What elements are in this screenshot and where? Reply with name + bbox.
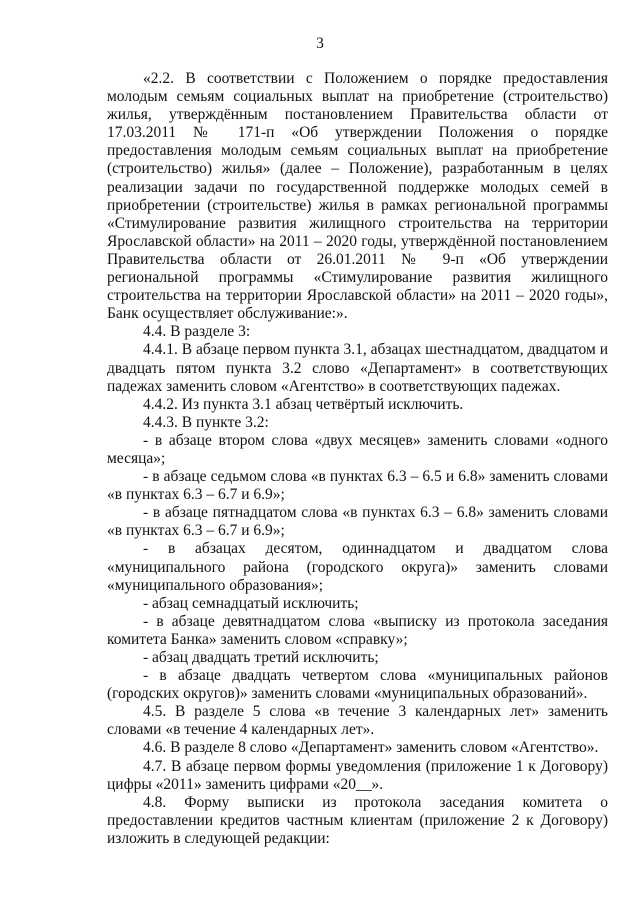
paragraph-4-6: 4.6. В разделе 8 слово «Департамент» заменить словом «Агентство». (143, 739, 599, 757)
paragraph-4-4-3: 4.4.3. В пункте 3.2: (143, 413, 269, 431)
paragraph-4-4-1: 4.4.1. В абзаце первом пункта 3.1, абзацах шестнадцатом, двадцатом и двадцать пятом пункта 3.2 слово «Департамент» в соответствующих падежах заменить словом «Агентство» в соответствующих падежах. (107, 341, 608, 395)
list-item: - абзац двадцать третий исключить; (143, 649, 379, 666)
list-item: - абзац семнадцатый исключить; (143, 594, 359, 612)
list-item: - в абзаце девятнадцатом слова «выписку из протокола заседания комитета Банка» заменить словом «справку»; (107, 612, 608, 648)
list-item: - в абзаце втором слова «двух месяцев» заменить словами «одного месяца»; (107, 431, 608, 467)
list-item: - в абзаце пятнадцатом слова «в пунктах 6.3 – 6.8» заменить словами «в пунктах 6.3 – 6.7 и 6.9»; (107, 504, 608, 540)
list-item: - в абзаце седьмом слова «в пунктах 6.3 – 6.5 и 6.8» заменить словами «в пунктах 6.3 – 6.7 и 6.9»; (107, 468, 608, 504)
paragraph-4-4-2: 4.4.2. Из пункта 3.1 абзац четвёртый исключить. (143, 395, 464, 413)
paragraph-2-2: «2.2. В соответствии с Положением о порядке предоставления молодым семьям социальных выплат на приобретение (строительство) жилья, утверждённым постановлением Правительства области от 17.03.2011 № 171-п «Об утверждении Положения о порядке предоставления молодым семьям социальных выплат на приобретение (строительство) жилья» (далее – Положение), разработанным в целях реализации задачи по государственной поддержке молодых семей в приобретении (строительстве) жилья в рамках региональной программы «Стимулирование развития жилищного строительства на территории Ярославской области» на 2011 – 2020 годы, утверждённой постановлением Правительства области от 26.01.2011 № 9-п «Об утверждении региональной программы «Стимулирование развития жилищного строительства на территории Ярославской области» на 2011 – 2020 годы», Банк осуществляет обслуживание:». (107, 70, 608, 323)
list-item: - в абзаце двадцать четвертом слова «муниципальных районов (городских округов)» заменить словами «муниципальных образований». (107, 667, 608, 703)
paragraph-4-5: 4.5. В разделе 5 слова «в течение 3 календарных лет» заменить словами «в течение 4 календарных лет». (107, 703, 608, 739)
paragraph-4-8: 4.8. Форму выписки из протокола заседания комитета о предоставлении кредитов частным клиентам (приложение 2 к Договору) изложить в следующей редакции: (107, 793, 608, 847)
page-number: 3 (316, 35, 324, 52)
list-item: - в абзацах десятом, одиннадцатом и двадцатом слова «муниципального района (городского округа)» заменить словами «муниципального образования»; (107, 540, 608, 594)
paragraph-4-4: 4.4. В разделе 3: (143, 323, 251, 341)
paragraph-4-7: 4.7. В абзаце первом формы уведомления (приложение 1 к Договору) цифры «2011» заменить цифрами «20__». (107, 757, 608, 793)
document-body (107, 70, 608, 848)
